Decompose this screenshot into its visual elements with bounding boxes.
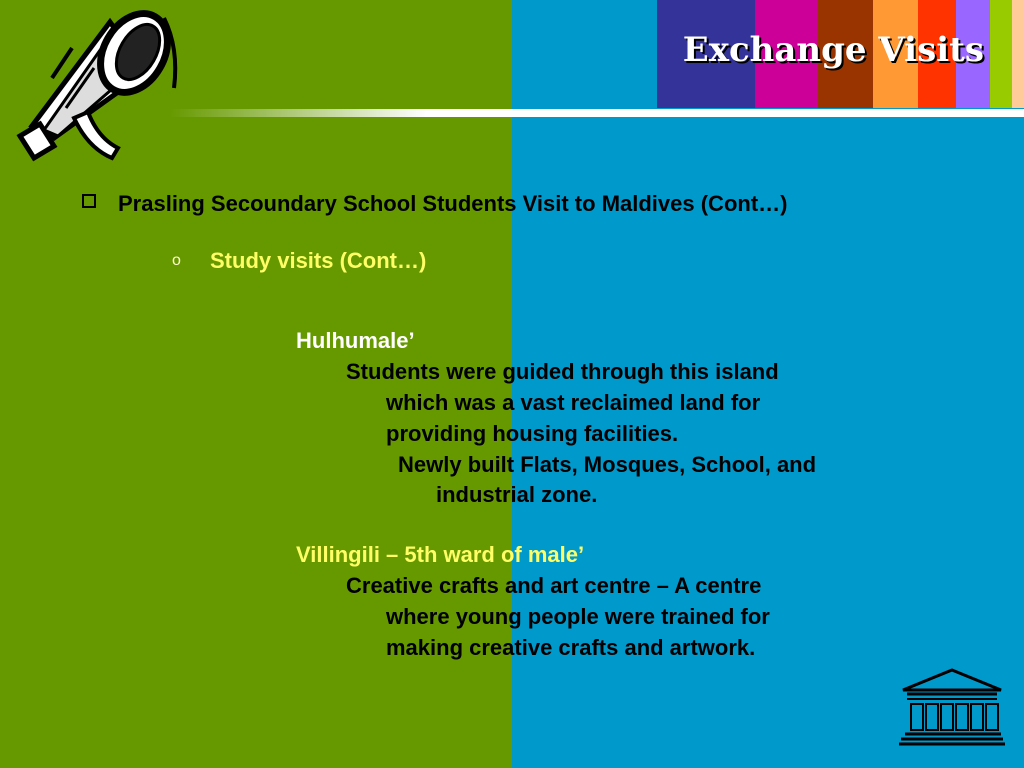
main-bullet-text: Prasling Secoundary School Students Visit to Maldives (Cont…) xyxy=(118,191,788,216)
section2-line: making creative crafts and artwork. xyxy=(386,635,756,660)
slide-title: Exchange Visits xyxy=(682,30,984,70)
section1-line: industrial zone. xyxy=(436,482,598,507)
header-rule xyxy=(170,109,1024,117)
section1-line: which was a vast reclaimed land for xyxy=(386,390,761,415)
section2-heading: Villingili – 5th ward of male’ xyxy=(296,542,585,567)
megaphone-icon xyxy=(14,8,194,168)
section1-heading: Hulhumale’ xyxy=(296,328,415,353)
stripe-peach xyxy=(1012,0,1024,108)
section1-line: providing housing facilities. xyxy=(386,421,679,446)
section2-line: Creative crafts and art centre – A centre xyxy=(346,573,762,598)
unesco-logo-icon xyxy=(897,668,1007,750)
section1-line: Newly built Flats, Mosques, School, and xyxy=(398,452,817,477)
sub-bullet-marker: o xyxy=(172,252,181,269)
section1-line: Students were guided through this island xyxy=(346,359,779,384)
section2-line: where young people were trained for xyxy=(386,604,770,629)
stripe-lime xyxy=(990,0,1012,108)
checkbox-bullet-icon xyxy=(82,194,96,208)
sub-bullet-text: Study visits (Cont…) xyxy=(210,248,427,273)
